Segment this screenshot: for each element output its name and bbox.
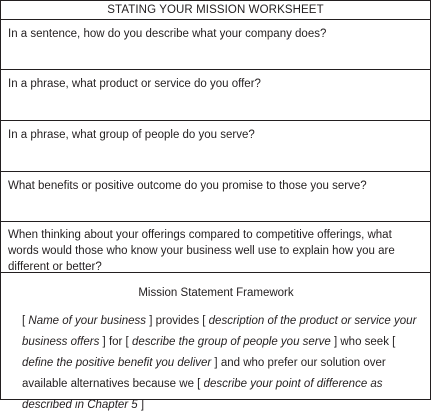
framework-field-product-description: description of the product or service your business offers [22, 315, 417, 348]
question-product-or-service: In a phrase, what product or service do you offer? [1, 70, 430, 121]
framework-connector: ] for [ [99, 336, 132, 348]
question-group-served: In a phrase, what group of people do you serve? [1, 121, 430, 172]
framework-title: Mission Statement Framework [138, 287, 294, 299]
framework-field-benefit: define the positive benefit you deliver [22, 357, 212, 369]
worksheet-title: STATING YOUR MISSION WORKSHEET [1, 1, 430, 20]
framework-bracket: [ [22, 315, 29, 327]
framework-connector: ] who seek [ [330, 336, 396, 348]
question-company-description: In a sentence, how do you describe what your company does? [1, 20, 430, 70]
framework-bracket: ] [137, 399, 145, 411]
framework-field-point-of-difference: describe your point of difference as described in Chapter 5 [22, 378, 383, 411]
framework-connector: ] and who prefer our solution over available alternatives because we [ [22, 357, 386, 390]
question-differentiation: When thinking about your offerings compared to competitive offerings, what words would those who know your business well use to explain how you are different or better? [1, 222, 430, 273]
framework-field-group-served: describe the group of people you serve [131, 336, 331, 348]
mission-statement-framework [1, 285, 430, 416]
framework-field-business-name: Name of your business [28, 315, 147, 327]
question-benefits: What benefits or positive outcome do you promise to those you serve? [1, 172, 430, 222]
framework-connector: ] provides [ [146, 315, 209, 327]
framework-template-text [22, 311, 420, 416]
